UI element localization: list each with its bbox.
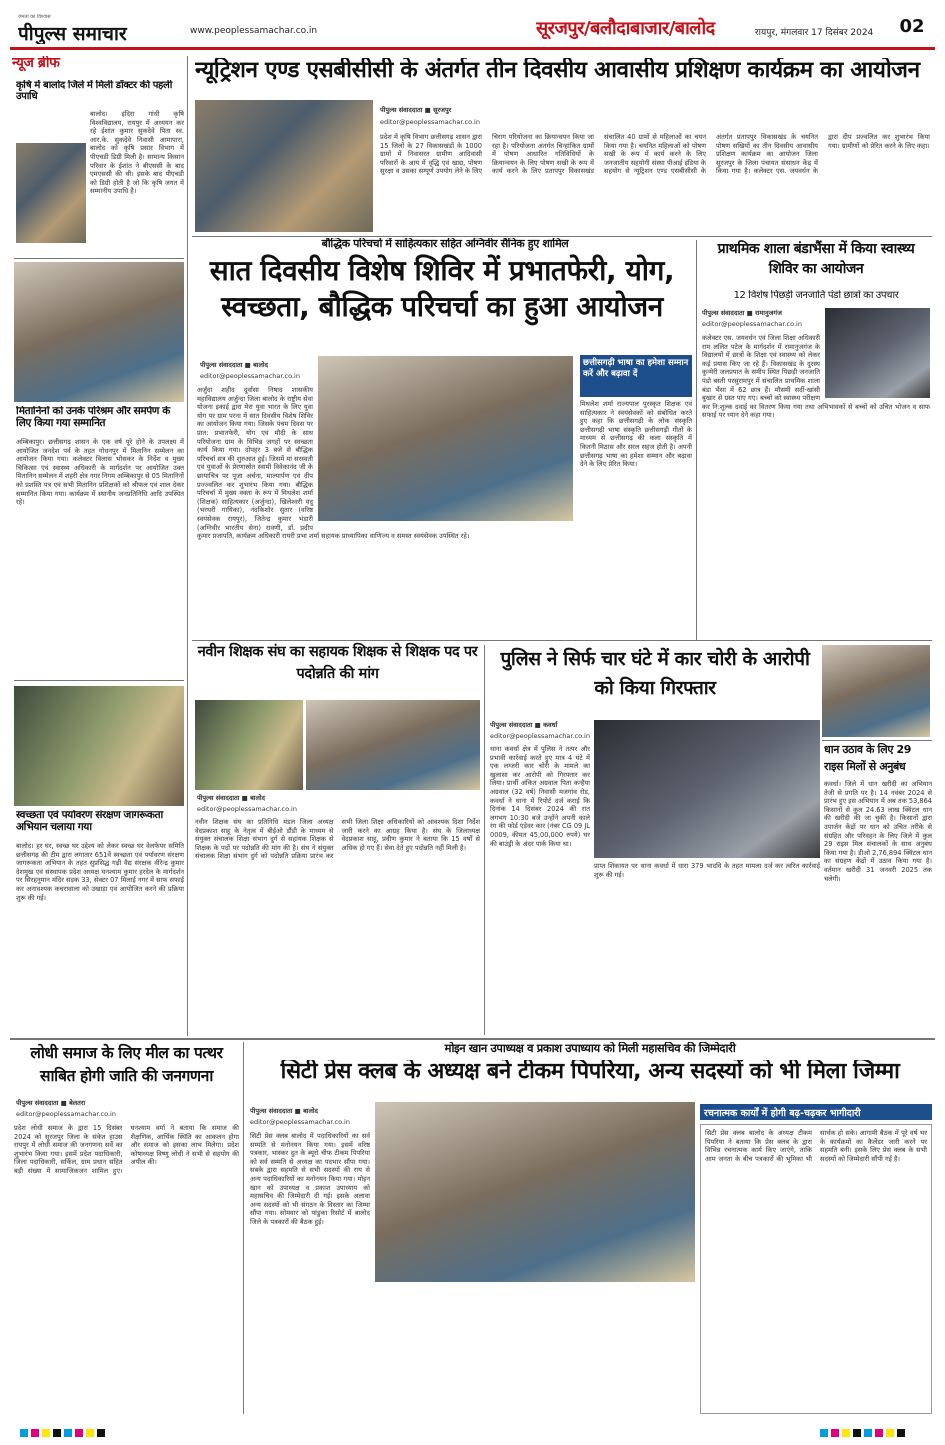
teachers-photo-2 (306, 700, 480, 790)
edition-date: रायपुर, मंगलवार 17 दिसंबर 2024 (755, 28, 874, 38)
divider (192, 640, 932, 641)
masthead-rule (10, 47, 935, 50)
press-club-byline: पीपुल्स संवाददाता ■ बालोद (250, 1107, 319, 1115)
brief2-photo (14, 262, 184, 402)
brief3-photo (14, 686, 184, 806)
brief1-body: बालोद। इंदिरा गांधी कृषि विश्वविद्यालय, रायपुर में अध्ययन कर रहे ईशांत कुमार सुकदेवे पिता स्व. आर.के. सुकदेवे निवासी आमापारा, बालोद को कृषि प्रसार विभाग में पीएचडी डिग्री मिली है। सामान्य किसान परिवार के ईशांत ने बीएससी के बाद एमएससी की थी। इसके बाद पीएचडी को डिग्री होती है जो कि कृषि जगत में सम्मानीय उपाधि है। (90, 110, 184, 196)
police-body: थाना कवर्धा क्षेत्र में पुलिस ने तत्पर और प्रभावी कार्रवाई करते हुए मात्र 4 घंटे में एक लग्जरी कार चोरी के मामले का खुलासा कर आरोपी को गिरफ्तार कर लिया। प्रार्थी अंकित अग्रवाल पिता कन्हैया अग्रवाल (32 वर्ष) निवासी मजगांव रोड, कवर्धा ने थाना में रिपोर्ट दर्ज कराई कि दिनांक 14 दिसंबर 2024 की रात लगभग 10:30 बजे उन्होंने अपनी काले रंग की फोर्ड एंडेवर कार (नंबर CG 09 JL 0009, कीमत 45,00,000 रुपये) घर की बाउंड्री के अंदर पार्क किया था। (490, 745, 590, 848)
school-email: editor@peoplessamachar.co.in (702, 320, 802, 328)
teachers-photo-1 (195, 700, 303, 790)
brief1-headline: कृषि में बालोद जिले में मिली डॉक्टर की पहली उपाधि (16, 80, 172, 103)
top-story-headline: न्यूट्रिशन एण्ड एसबीसीसी के अंतर्गत तीन दिवसीय आवासीय प्रशिक्षण कार्यक्रम का आयोजन (195, 58, 920, 83)
teachers-headline: नवीन शिक्षक संघ का सहायक शिक्षक से शिक्षक पद पर पदोन्नति की मांग (197, 644, 478, 682)
masthead-url: www.peoplessamachar.co.in (190, 26, 318, 36)
brief1-body-wrap (16, 110, 184, 255)
brief3-body: बालोद। हर घर, स्वच्छ घर उद्देश्य को लेकर स्वच्छ घर वेलफेयर समिति छत्तीसगढ़ की टीम द्वारा लगातार 651वें स्वच्छता एवं पर्यावरण संरक्षण जागरूकता अभियान के तहत सुप्रसिद्ध गढ़ी वैद्य संरक्षक वीरेन्द्र कुमार देशमुख एवं संस्थापक प्रदेश अध्यक्ष घनश्याम कुमार हरदेल के मार्गदर्शन पर सिरहनुमान मंदिर सड़क 33, सेक्टर 07 मिलाई नगर में साफ सफाई कर अनावश्यक कचरावाला को उखाड़ा एवं आयोजित करने की प्रक्रिया शुरू की गई। (16, 842, 184, 902)
column-divider (696, 240, 697, 640)
news-brief-label: न्यूज ब्रीफ (12, 56, 60, 71)
camp-kicker: बौद्धिक परिचर्चा में साहित्यकार सहित अग्निवीर सैनिक हुए शामिल (321, 238, 569, 250)
news-brief-label-box (12, 56, 184, 78)
divider (192, 236, 932, 237)
brief2-headline: मितानिनों को उनके परिश्रम और समर्पण के लिए किया गया सम्मानित (16, 406, 170, 429)
lodhi-email: editor@peoplessamachar.co.in (16, 1110, 116, 1118)
police-car-photo (594, 720, 820, 858)
police-photo-small (822, 645, 930, 737)
top-story-byline: पीपुल्स संवाददाता ■ सूरजपुर (380, 106, 452, 114)
press-club-side-title: रचनात्मक कार्यों में होगी बढ़-चढ़कर भागीदारी (700, 1104, 932, 1120)
masthead-brand (18, 14, 158, 44)
divider (822, 740, 932, 741)
school-headline: प्राथमिक शाला बंडाभैंसा में किया स्वास्थ्य शिविर का आयोजन (717, 241, 915, 277)
top-story-email: editor@peoplessamachar.co.in (380, 118, 480, 126)
school-body: कलेक्टर एस. जयवर्धन एवं जिला शिक्षा अधिकारी राम ललित पटेल के मार्गदर्शन में रामानुजगंज के विद्यालयों में छात्रों के शिक्षा एवं स्वास्थ्य को लेकर कई प्रयास किए जा रहे हैं। विकासखंड के दुरस्थ कुन्मेरी जलप्रपात के समीप स्थित पिछड़ी जनजाति पंडो बस्ती परसुरामपुर में संचालित प्राथमिक शाला बंडा भैंसा में 62 छात्र हैं। मौसमी सर्दी-खांसी बुखार से ग्रस्त पाए गए। बच्चों को स्वास्थ्य परीक्षण कर नि:शुल्क दवाई का वितरण किया गया तथा अभिभावकों से बच्चों को उचित भोजन व साफ सफाई पर ध्यान देने कहा गया। (702, 334, 930, 420)
column-divider (187, 56, 188, 1036)
school-subhead: 12 विशेष पिछड़ी जनजाति पंडो छात्रों का उपचार (733, 290, 899, 301)
police-byline: पीपुल्स संवाददाता ■ कवर्धा (490, 721, 558, 729)
press-club-body: सिटी प्रेस क्लब बालोद में पदाधिकारियों का सर्व सम्मति से मनोनयन किया गया। इसमें वरिष्ठ पत्रकार, भास्कर दुत के ब्यूरो चीफ टीकम पिपरिया को सर्व सम्मति से अध्यक्ष का पदभार सौंपा गया। सबके द्वारा सहमति से सभी सदस्यों की राय से अन्य पदाधिकारियों का मनोनयन किया गया। मोइन खान को उपाध्यक्ष व प्रकाश उपाध्याय को महासचिव की जिम्मेदारी दी गई। इसके अलावा अन्य सदस्यों को भी संगठन के विस्तार का जिम्मा सौंपा गया। सोमवार को पांडुका रिसोर्ट में बालोद जिले के पत्रकारों की बैठक हुई। (250, 1132, 370, 1226)
top-story-photo (195, 100, 373, 232)
lodhi-byline: पीपुल्स संवाददाता ■ बेलतरा (16, 1099, 86, 1107)
divider (14, 258, 184, 259)
edition-title: सूरजपुर/बलौदाबाजार/बालोद (536, 18, 715, 39)
camp-body-wrap (197, 386, 573, 636)
paddy-headline: धान उठाव के लिए 29 राइस मिलों से अनुबंध (824, 743, 911, 773)
lodhi-headline: लोधी समाज के लिए मील का पत्थर साबित होगी जाति की जनगणना (30, 1044, 223, 1086)
brief3-headline: स्वच्छता एवं पर्यावरण संरक्षण जागरूकता अभियान चलाया गया (16, 810, 163, 833)
lodhi-body: प्रदेश लोधी समाज के द्वारा 15 दिसंबर 2024 को सूरजपुर जिला के संकेत हाउस रायपुर में लोधी समाज की जनगणना सर्वे का शुभारंभ किया गया। इसमें प्रदेश पदाधिकारी, जिला पदाधिकारी, सर्किल, ग्राम प्रधान सहित बड़ी संख्या में सामाजिकजन शामिल हुए। घनश्याम वर्मा ने बताया कि समाज की शैक्षणिक, आर्थिक स्थिति का आकलन होगा और समाज को इसका लाभ मिलेगा। प्रदेश कोषाध्यक्ष विष्णु लोधी ने सभी से सहयोग की अपील की। (14, 1124, 239, 1175)
teachers-email: editor@peoplessamachar.co.in (197, 805, 297, 813)
divider (10, 1038, 935, 1040)
color-registration-marks (20, 1429, 105, 1437)
brand-name: पीपुल्स समाचार (18, 23, 127, 44)
column-divider (243, 1042, 244, 1414)
masthead-tagline: जनता का विश्वास (18, 14, 51, 20)
teachers-body: नवीन शिक्षक संघ का प्रतिनिधि मंडल जिला अध्यक्ष वेदप्रकाश साहू के नेतृत्व में बीईओ डौंडी के माध्यम से संयुक्त संचालक शिक्षा संभाग दुर्ग से सहायक शिक्षक से शिक्षक के पदों पर पदोन्नति की मांग की है। संघ ने संयुक्त संचालक शिक्षा संभाग दुर्ग को पदोन्नति प्रक्रिया प्रारंभ कर सभी जिला शिक्षा अधिकारियों को आवश्यक दिशा निर्देश जारी करने का आग्रह किया है। संघ के जिलाध्यक्ष वेदप्रकाश साहू, प्रवीण कुमार ने बताया कि 15 वर्षों से अधिक हो गए हैं। सेवा देते हुए पदोन्नति नहीं मिली है। (195, 818, 480, 861)
police-headline: पुलिस ने सिर्फ चार घंटे में कार चोरी के आरोपी को किया गिरफ्तार (500, 648, 810, 700)
press-club-headline: सिटी प्रेस क्लब के अध्यक्ष बने टीकम पिपरिया, अन्य सदस्यों को भी मिला जिम्मा (280, 1060, 900, 1084)
language-box-title: छत्तीसगढ़ी भाषा का हमेशा सम्मान करें और बढ़ावा दें (580, 355, 692, 397)
camp-body: अर्जुंदा शहीद दुर्वासा निषाद शासकीय महाविद्यालय अर्जुन्दा जिला बालोद के राष्ट्रीय सेवा योजना इकाई द्वारा मेरा युवा भारत के लिए युवा योग पर ग्राम परना में सात दिवसीय विशेष शिविर का आयोजन किया गया। जिसके पंचम दिवस पर प्रात: प्रभातफेरी, योग एवं मौदी के साथ परियोजना ग्राम के विभिन्न जगहों पर स्वच्छता कार्य किया गया। दोपहर 3 बजे से बौद्धिक परिचर्चा सत्र की शुरुआत हुई। जिसमें मां सरस्वती एवं युवाओं के प्रेरणास्रोत स्वामी विवेकानंद जी के छायाचित्र पर पूजा अर्चना, माल्यार्पण एवं दीप प्रज्ज्वलित कर शुभारंभ किया गया। बौद्धिक परिचर्चा में मुख्य वक्ता के रूप में मिथलेश शर्मा (शिक्षक) साहित्यकार (अर्जुन्दा), खिलेश्वरी यदु (भरथरी गायिका), नंदकिशोर सुतार (वरिष्ठ स्वयंसेवक रायपुर), जितेन्द्र कुमार भंडारी (अग्निवीर भारतीय सेना) रावणी, डॉ. प्रदीप कुमार प्रजापति, कार्यक्रम अधिकारी रायरी प्रभा शर्मा सहायक प्राध्यापिका वाणिज्य व समस्त स्वयंसेवक उपस्थित रहे। (197, 386, 470, 541)
color-registration-marks-right (820, 1429, 905, 1437)
camp-byline: पीपुल्स संवाददाता ■ बालोद (200, 361, 269, 369)
press-club-kicker: मोइन खान उपाध्यक्ष व प्रकाश उपाध्याय को मिली महासचिव की जिम्मेदारी (444, 1042, 736, 1055)
page-number: 02 (899, 16, 925, 37)
paddy-body: कवर्धा। जिले में धान खरीदी का अभियान तेजी से प्रगति पर है। 14 नवंबर 2024 से प्रारंभ हुए इस अभियान में अब तक 53,864 किसानों से कुल 24.63 लाख क्विंटल धान की खरीदी की जा चुकी है। किसानों द्वारा उपार्जन केंद्रों पर धान को उचित तरीके से संग्रहित और परिवहन के लिए जिले में कुल 29 राइस मिल संचालकों के साथ अनुबंध किया गया है। डीओ 2,76,894 क्विंटल धान का संग्रहण केंद्रों में उठाव किया गया है। वर्तमान खरीदी 31 जनवरी 2025 तक चलेगी। (824, 780, 932, 883)
camp-email: editor@peoplessamachar.co.in (200, 372, 300, 380)
top-story-body: प्रदेश में कृषि विभाग छत्तीसगढ़ शासन द्वारा 15 जिलों के 27 विकासखंडों के 1000 ग्रामों में निवासरत ग्रामीण आदिवासी परिवारों के आय में वृद्धि एवं खाद्य, पोषण सुरक्षा व उसका सम्पूर्ण उपयोग लेने के लिए चिराग परियोजना का क्रियान्वयन किया जा रहा है। परियोजना अंतर्गत चिन्हांकित ग्रामों में पोषण आधारित गतिविधियों के क्रियान्वयन के लिए पोषण सखी के रूप में कार्य करने के लिए प्रतापपुर विकासखंड संचालित 40 ग्रामों से महिलाओं का चयन किया गया है। चयनित महिलाओं को पोषण सखी के रूप में कार्य करने के लिए जनजातीय सहयोगी संस्था पीआई इंडिया के सहयोग से न्यूट्रिशन एण्ड एसबीसीसी के अंतर्गत प्रतापपुर विकासखंड के चयनित पोषण सखियों का तीन दिवसीय आवासीय प्रशिक्षण कार्यक्रम का आयोजन जिला सूरजपुर के जिला पंचायत संसाधन केंद्र में किया गया है। कलेक्टर एस. जयवर्धन के द्वारा दीप प्रज्वलित कर शुभारंभ किया गया। ग्रामीणों को प्रेरित करने के लिए कहा। (380, 133, 930, 176)
press-club-email: editor@peoplessamachar.co.in (250, 1118, 350, 1126)
teachers-byline: पीपुल्स संवाददाता ■ बालोद (197, 794, 266, 802)
police-caption: प्राप्त शिकायत पर थाना कवर्धा में धारा 379 भादवि के तहत मामला दर्ज कर त्वरित कार्रवाई शुरू की गई। (594, 862, 820, 879)
camp-headline: सात दिवसीय विशेष शिविर में प्रभातफेरी, योग, स्वच्छता, बौद्धिक परिचर्चा का हुआ आयोजन (209, 254, 675, 324)
school-byline: पीपुल्स संवाददाता ■ रामानुजगंज (702, 309, 782, 317)
school-body-wrap (702, 334, 930, 630)
press-club-body-wrap (250, 1132, 695, 1414)
press-club-side-body: सिटी प्रेस क्लब बालोद के अध्यक्ष टीकम पिपरिया ने बताया कि प्रेस क्लब के द्वारा विभिन्न रचनात्मक कार्य किए जाएंगे, ताकि आम जनता के बीच पत्रकारों की भूमिका भी सार्थक हो सके। आगामी बैठक में पूरे वर्ष भर के कार्यक्रमों का कैलेंडर जारी करने पर सहमति बनी। इसके लिए प्रेस क्लब के सभी सदस्यों को जिम्मेदारी सौंपी गई है। (705, 1129, 927, 1163)
police-email: editor@peoplessamachar.co.in (490, 732, 590, 740)
press-club-side-box (700, 1124, 932, 1414)
divider (14, 680, 184, 681)
language-box-body: मिथलेश शर्मा राज्यपाल पुरस्कृत शिक्षक एवं साहित्यकार ने स्वयंसेवकों को संबोधित करते हुए कहा कि छत्तीसगढ़ी के लोक संस्कृति छत्तीसगढ़ी भाषा संस्कृति छत्तीसगढ़ी गीतों के माध्यम से छत्तीसगढ़ की कला संस्कृति में कितनी मिठास और सरल सहज होती है। अपनी छत्तीसगढ़ भाषा का हमेशा सम्मान और बढ़ावा देने के लिए प्रेरित किया। (580, 400, 692, 469)
brief2-body: अम्बिकापुर। छत्तीसगढ़ शासन के एक वर्ष पूरे होने के उपलक्ष्य में आयोजित जनदेश पर्व के तहत गोधनपुर में मितानिन सम्मेलन का आयोजन किया गया। कलेक्टर विलास भोसकर के निर्देश व मुख्य चिकित्सा एवं स्वास्थ्य अधिकारी के मार्गदर्शन पर आयोजित उक्त मितानिन सम्मेलन में शहरी क्षेत्र नगर निगम अम्बिकापुर से 05 मितानिनों को प्रशस्ति पत्र एवं सभी मितानिन प्रशिक्षकों को श्रीफल एवं शाल देकर सम्मानित किया गया। कार्यक्रम में स्थानीय जनप्रतिनिधि आदि उपस्थित रहे। (16, 438, 184, 507)
column-divider (484, 645, 485, 1035)
